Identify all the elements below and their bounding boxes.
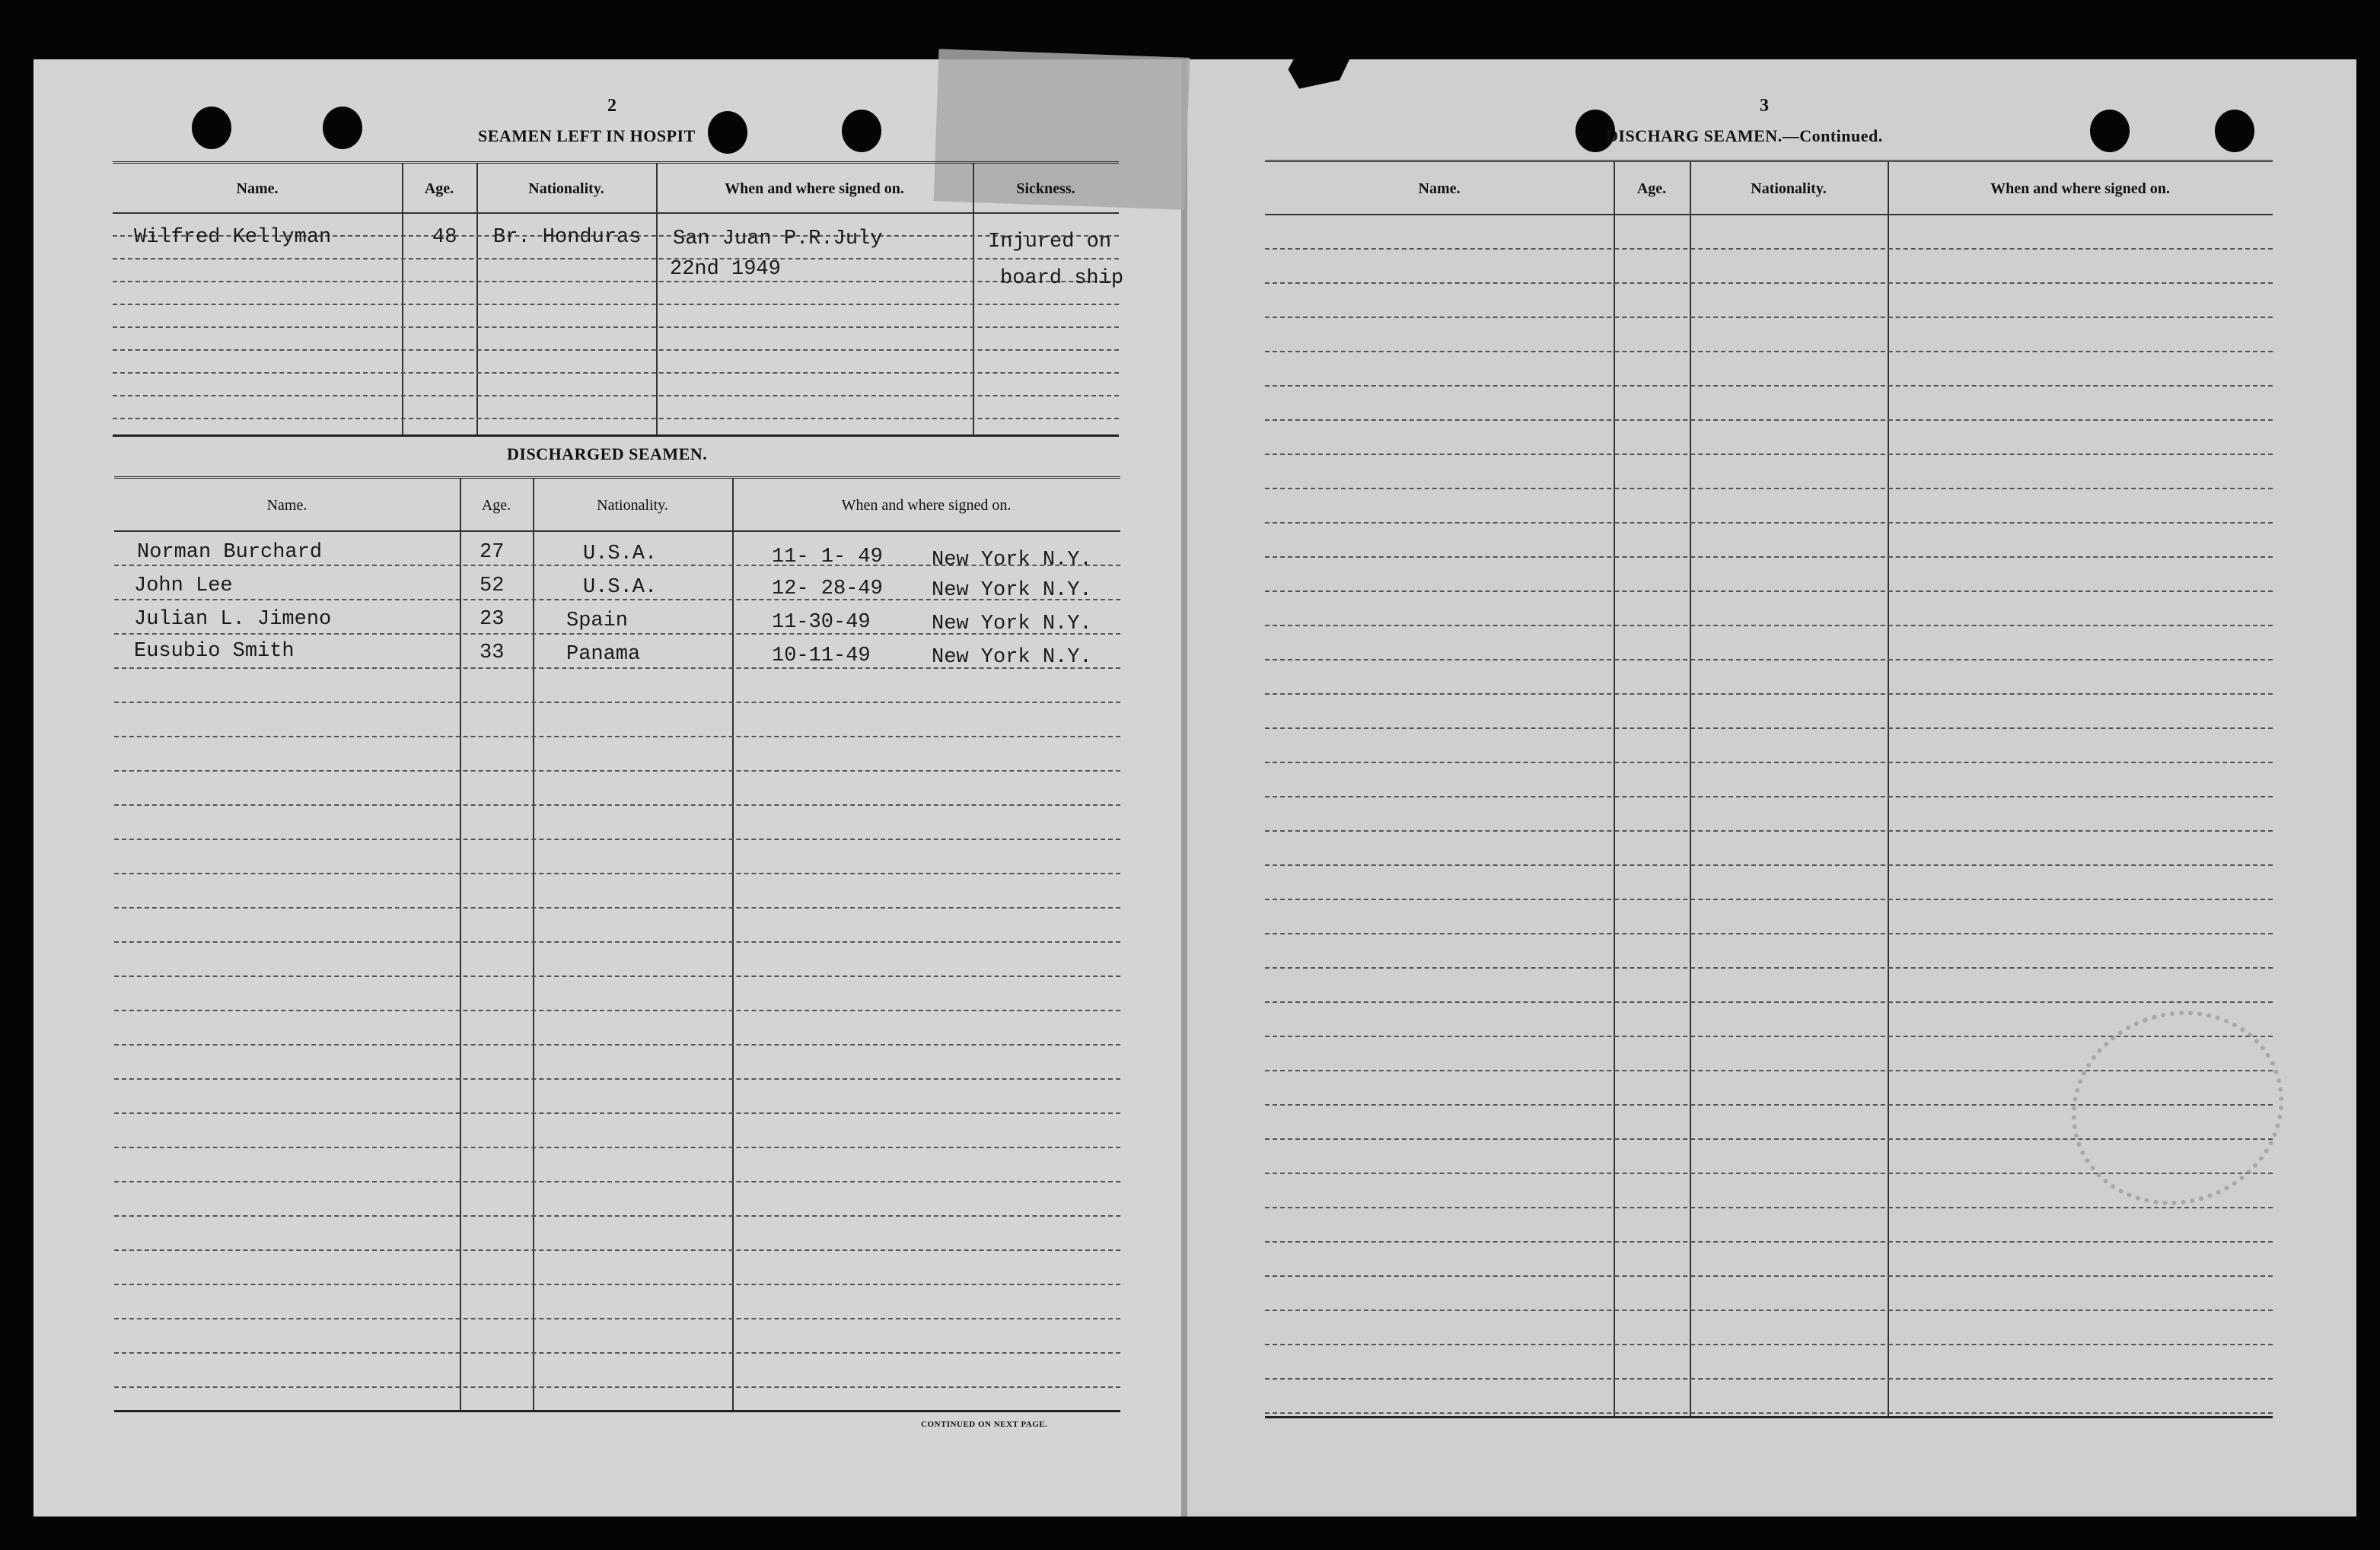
column-header-age: Age. [1636,180,1667,197]
ruled-line [114,804,1120,806]
ruled-line [1265,522,2273,524]
ruled-line [1265,385,2273,387]
ruled-line [114,941,1120,943]
ruled-line [1265,693,2273,695]
ruled-line [114,839,1120,840]
column-header-sickness: Sickness. [1016,180,1075,197]
ruled-line [114,1215,1120,1217]
punch-hole [842,110,881,152]
ruled-line [113,258,1119,259]
ruled-line [1265,1310,2273,1311]
discharged-row-nationality: Spain [566,609,629,632]
ruled-line [1265,1378,2273,1380]
ruled-line [114,702,1120,703]
ruled-line [114,1284,1120,1285]
hospital-row-age: 48 [432,226,457,249]
table-bottom-rule [114,1410,1120,1412]
ruled-line [1265,488,2273,489]
ruled-line [1265,248,2273,250]
ruled-line [114,1078,1120,1080]
ruled-line [113,304,1119,305]
hospital-row-signed-on: San Juan P.R.July [673,228,883,250]
section-title-discharged-continued: DISCHARG SEAMEN.—Continued. [1606,126,1883,145]
punch-hole [2090,110,2130,152]
ruled-line [1265,1207,2273,1208]
ruled-line [114,770,1120,772]
ruled-line [1265,317,2273,318]
ruled-line [1265,625,2273,626]
discharged-row-name: Eusubio Smith [134,640,295,663]
discharged-row-nationality: U.S.A. [583,543,658,565]
discharged-row-place: New York N.Y. [932,549,1092,571]
discharged-row-age: 52 [480,574,505,597]
column-header-name: Name. [266,497,307,514]
column-header-name: Name. [236,180,279,197]
ruled-line [1265,419,2273,421]
hospital-table [113,161,1124,434]
ruled-line [1265,899,2273,900]
column-header-nationality: Nationality. [528,180,604,197]
discharged-continued-table [1265,160,2273,1416]
ruled-line [1265,762,2273,763]
ruled-line [1265,727,2273,729]
table-bottom-rule [1265,1416,2273,1418]
ruled-line [1265,1241,2273,1243]
page-number: 2 [607,96,617,116]
column-header-signed-on: When and where signed on. [1990,180,2170,197]
ruled-line [1265,796,2273,797]
continued-note: CONTINUED ON NEXT PAGE. [921,1420,1048,1429]
discharged-row-name: Norman Burchard [137,541,323,564]
ruled-line [114,1249,1120,1251]
ruled-line [114,976,1120,977]
column-header-age: Age. [424,180,454,197]
section-title-discharged: DISCHARGED SEAMEN. [507,444,708,463]
ruled-line [114,1112,1120,1114]
row-lines [1265,214,2273,1416]
discharged-row-age: 27 [480,541,505,564]
ruled-line [113,372,1119,374]
ruled-line [1265,1001,2273,1003]
ruled-line [1265,556,2273,558]
hospital-row-name: Wilfred Kellyman [134,226,332,249]
ruled-line [1265,454,2273,455]
discharged-row-nationality: Panama [566,643,641,666]
column-header-signed-on: When and where signed on. [841,497,1012,514]
hospital-row-sickness-line2: board ship [1000,267,1124,290]
ruled-line [113,418,1119,419]
column-header-nationality: Nationality. [597,497,668,514]
ruled-line [1265,282,2273,284]
ruled-line [1265,590,2273,592]
discharged-row-age: 33 [480,641,505,664]
ruled-line [114,1181,1120,1182]
discharged-table [114,476,1120,1410]
ruled-line [114,1147,1120,1148]
ruled-line [114,873,1120,874]
discharged-row-place: New York N.Y. [932,579,1092,602]
hospital-row-signed-on-line2: 22nd 1949 [670,258,781,281]
ruled-line [1265,1275,2273,1277]
hospital-row-nationality: Br. Honduras [493,226,642,249]
punch-hole [2215,110,2254,152]
ruled-line [113,281,1119,282]
ruled-line [113,349,1119,351]
discharged-row-date: 12- 28-49 [772,578,883,600]
ruled-line [114,736,1120,737]
discharged-row-nationality: U.S.A. [583,576,658,599]
ruled-line [113,395,1119,396]
punch-hole [192,107,231,149]
column-header-age: Age. [481,497,511,514]
ruled-line [114,907,1120,909]
discharged-row-date: 11-30-49 [772,611,871,634]
ruled-line [114,1010,1120,1011]
binding-gutter [1181,59,1187,1517]
discharged-row-name: John Lee [134,574,233,597]
ruled-line [1265,1412,2273,1414]
discharged-row-place: New York N.Y. [932,613,1092,635]
ruled-line [1265,830,2273,832]
table-bottom-rule [113,434,1119,437]
ruled-line [1265,864,2273,866]
ruled-line [1265,967,2273,969]
ruled-line [114,1318,1120,1319]
discharged-row-place: New York N.Y. [932,646,1092,669]
discharged-row-date: 11- 1- 49 [772,546,883,568]
section-title-hospital: SEAMEN LEFT IN HOSPIT [478,126,696,145]
discharged-row-age: 23 [480,608,505,631]
ruled-line [1265,351,2273,352]
discharged-row-date: 10-11-49 [772,645,871,667]
ruled-line [1265,933,2273,934]
column-header-name: Name. [1418,180,1461,197]
ruled-line [114,1044,1120,1046]
ruled-line [114,1352,1120,1354]
column-header-nationality: Nationality. [1751,180,1827,197]
hospital-row-sickness: Injured on [988,231,1112,253]
ruled-line [113,326,1119,328]
ruled-line [1265,659,2273,660]
discharged-row-name: Julian L. Jimeno [134,608,332,631]
punch-hole [323,107,362,149]
ruled-line [114,1386,1120,1388]
column-header-signed-on: When and where signed on. [725,180,904,197]
punch-hole [708,111,747,154]
page-number: 3 [1760,96,1769,116]
ruled-line [1265,1344,2273,1345]
